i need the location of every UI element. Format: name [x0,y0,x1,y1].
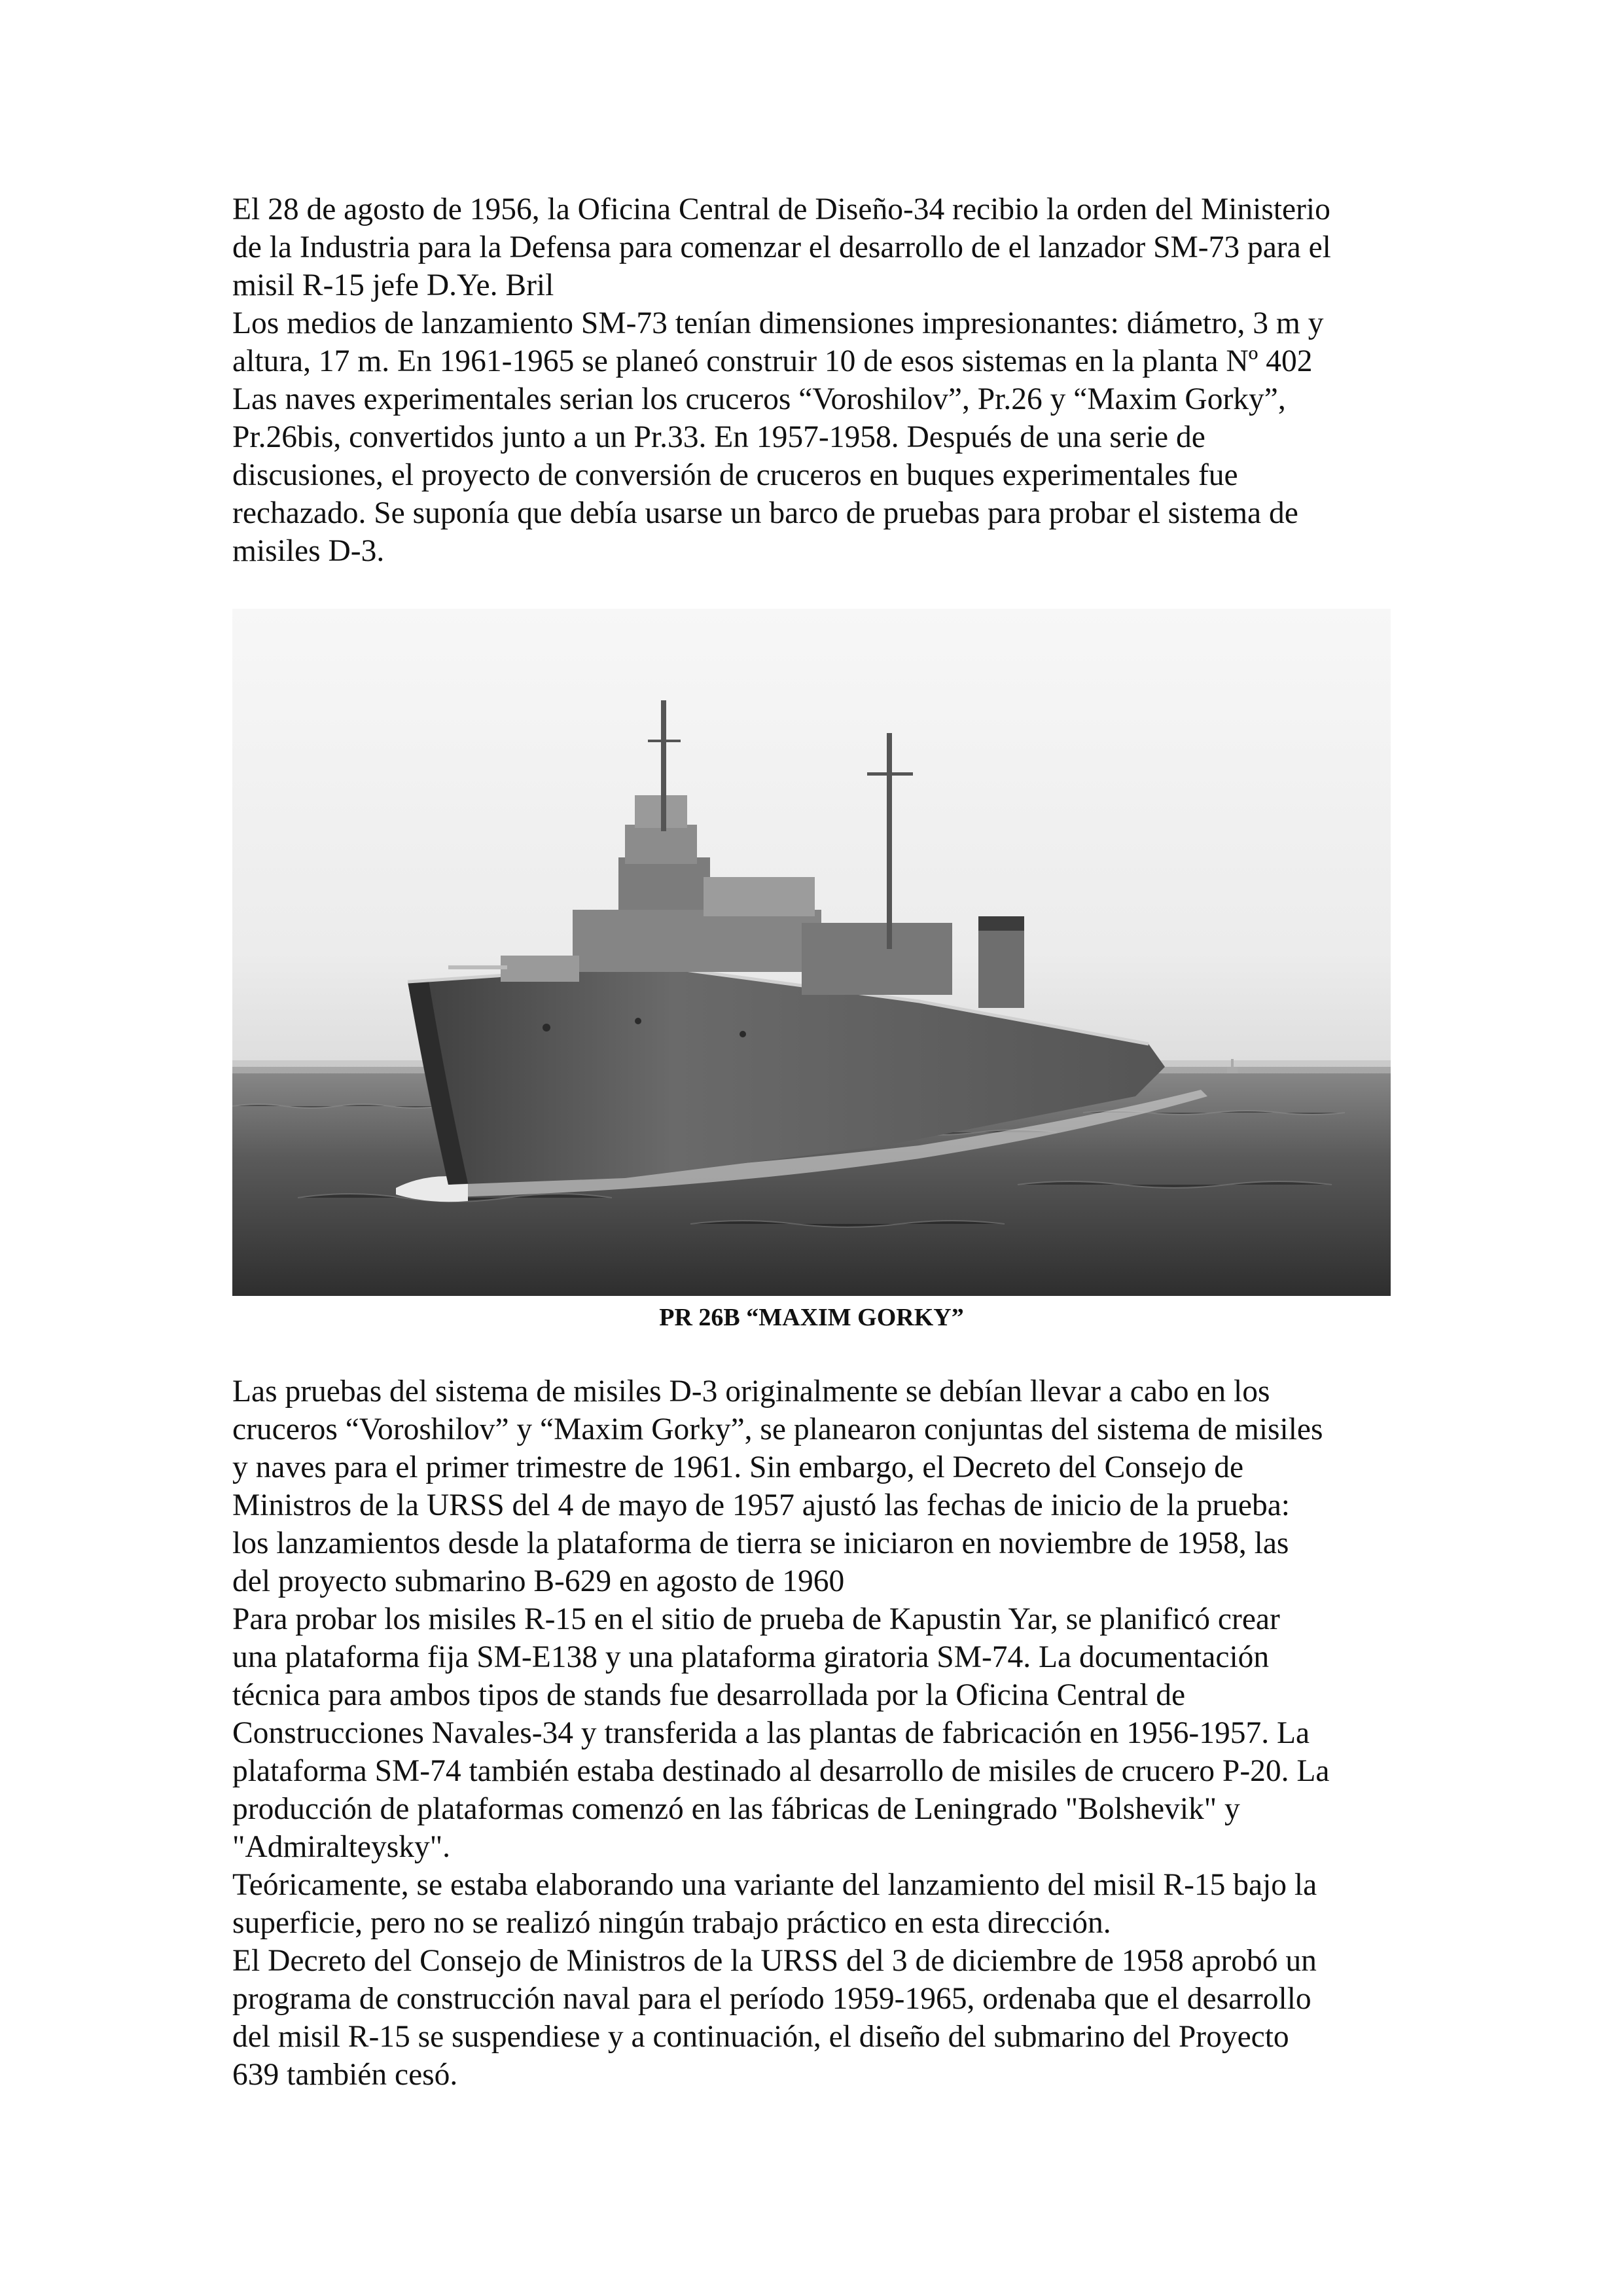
text-line: del misil R-15 se suspendiese y a continuación, el diseño del submarino del Proyecto [232,2020,1289,2054]
text-line: discusiones, el proyecto de conversión de cruceros en buques experimentales fue [232,458,1238,492]
text-line: 639 también cesó. [232,2058,458,2092]
text-line: Los medios de lanzamiento SM-73 tenían dimensiones impresionantes: diámetro, 3 m y [232,306,1324,340]
text-line: del proyecto submarino B-629 en agosto de 1960 [232,1564,845,1598]
text-line: Para probar los misiles R-15 en el sitio de prueba de Kapustin Yar, se planificó crear [232,1602,1280,1636]
text-line: Pr.26bis, convertidos junto a un Pr.33. En 1957-1958. Después de una serie de [232,420,1205,454]
text-line: los lanzamientos desde la plataforma de tierra se iniciaron en noviembre de 1958, las [232,1526,1289,1560]
cruiser-photo-image [232,609,1391,1296]
text-line: misiles D-3. [232,534,385,568]
text-line: Teóricamente, se estaba elaborando una variante del lanzamiento del misil R-15 bajo la [232,1868,1317,1902]
text-line: cruceros “Voroshilov” y “Maxim Gorky”, se planearon conjuntas del sistema de misiles [232,1412,1323,1446]
text-line: "Admiralteysky". [232,1830,450,1864]
text-line: Las pruebas del sistema de misiles D-3 originalmente se debían llevar a cabo en los [232,1374,1270,1408]
text-line: plataforma SM-74 también estaba destinado al desarrollo de misiles de crucero P-20. La [232,1754,1330,1788]
text-line: Las naves experimentales serian los cruceros “Voroshilov”, Pr.26 y “Maxim Gorky”, [232,382,1286,416]
text-line: superficie, pero no se realizó ningún trabajo práctico en esta dirección. [232,1906,1111,1940]
text-line: de la Industria para la Defensa para comenzar el desarrollo de el lanzador SM-73 para el [232,230,1331,264]
cruiser-photo [232,609,1391,1296]
photo-caption: PR 26B “MAXIM GORKY” [659,1304,964,1331]
text-line: producción de plataformas comenzó en las fábricas de Leningrado "Bolshevik" y [232,1792,1240,1826]
text-line: Ministros de la URSS del 4 de mayo de 1957 ajustó las fechas de inicio de la prueba: [232,1488,1290,1522]
text-block-bottom [232,1372,1404,2094]
text-line: Construcciones Navales-34 y transferida a las plantas de fabricación en 1956-1957. La [232,1716,1310,1750]
text-line: misil R-15 jefe D.Ye. Bril [232,268,554,302]
text-line: programa de construcción naval para el período 1959-1965, ordenaba que el desarrollo [232,1982,1311,2016]
text-line: altura, 17 m. En 1961-1965 se planeó construir 10 de esos sistemas en la planta Nº 402 [232,344,1313,378]
text-line: El Decreto del Consejo de Ministros de la URSS del 3 de diciembre de 1958 aprobó un [232,1944,1317,1978]
text-line: una plataforma fija SM-E138 y una plataforma giratoria SM-74. La documentación [232,1640,1270,1674]
text-line: y naves para el primer trimestre de 1961. Sin embargo, el Decreto del Consejo de [232,1450,1244,1484]
text-line: rechazado. Se suponía que debía usarse un barco de pruebas para probar el sistema de [232,496,1298,530]
text-line: técnica para ambos tipos de stands fue desarrollada por la Oficina Central de [232,1678,1186,1712]
text-block-top [232,190,1404,570]
text-line: El 28 de agosto de 1956, la Oficina Central de Diseño-34 recibio la orden del Ministerio [232,192,1330,226]
